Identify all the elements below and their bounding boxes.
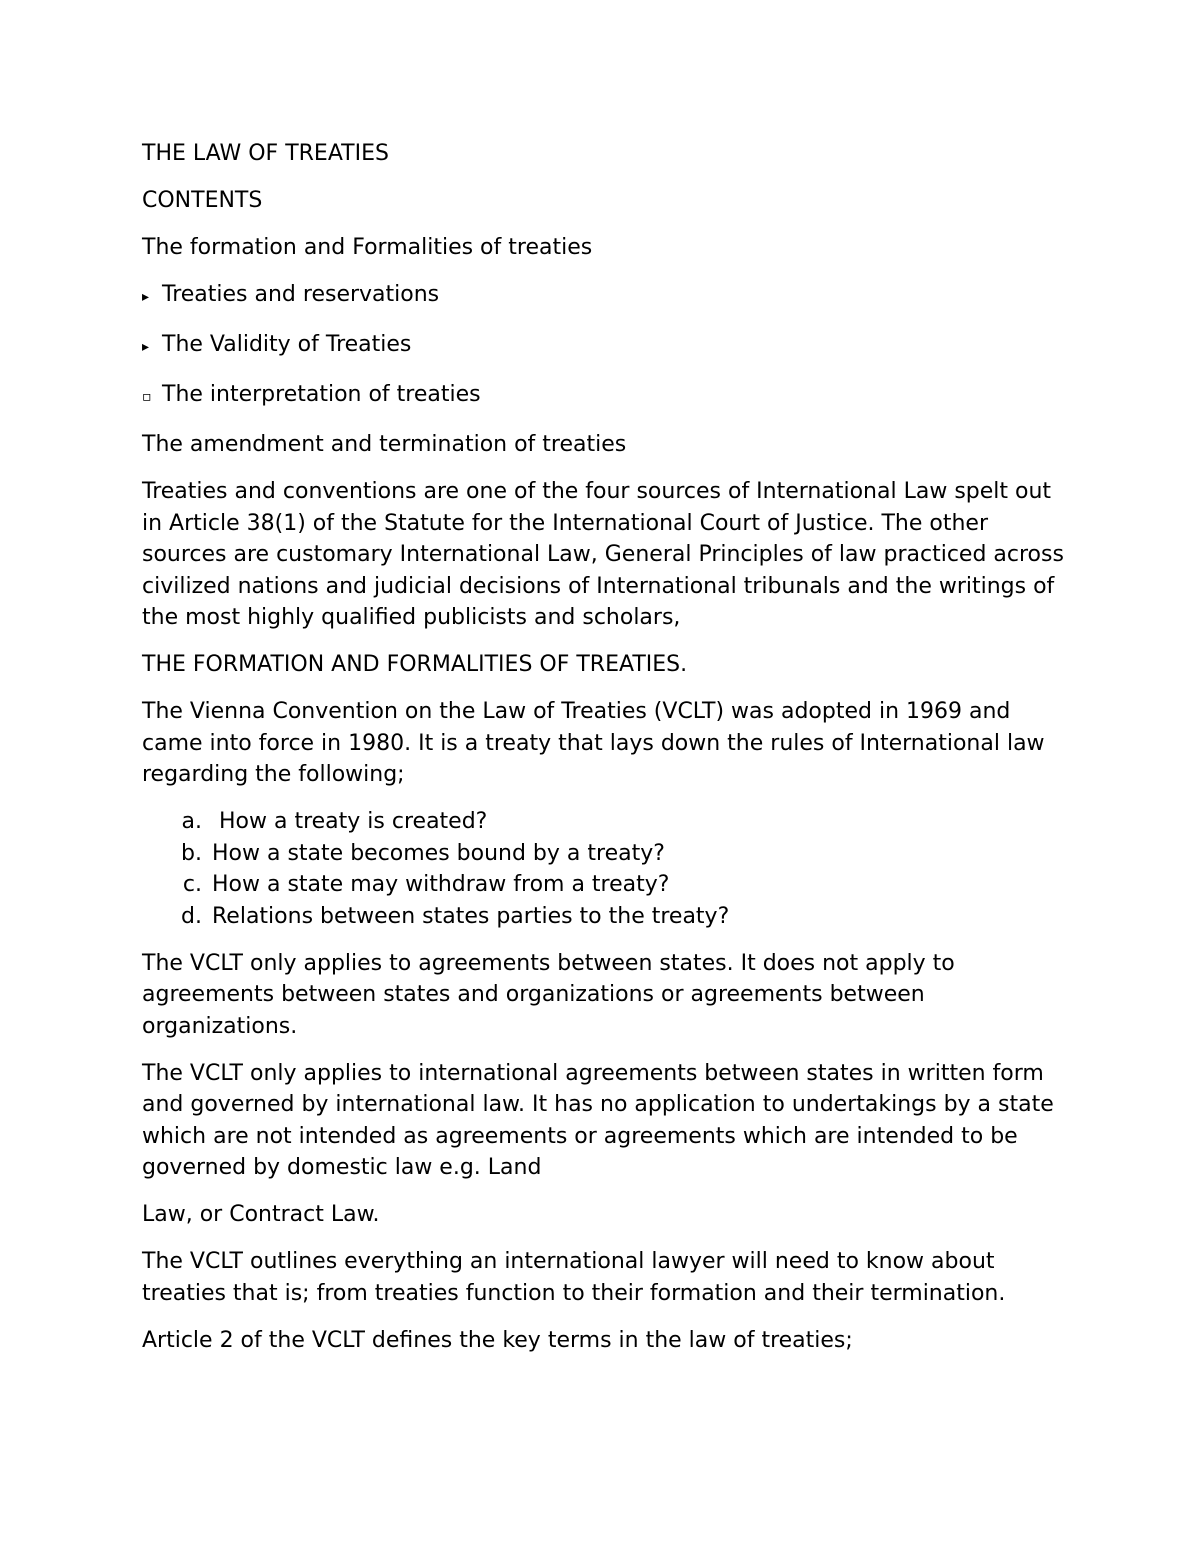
contents-bullet-item xyxy=(142,329,1072,364)
vclt-paragraph: The Vienna Convention on the Law of Treaties (VCLT) was adopted in 1969 and came into force in 1980. It is a treaty that lays down the rules of International law regarding the following; xyxy=(142,699,1045,787)
contents-heading: CONTENTS xyxy=(142,188,263,213)
outlines-paragraph: The VCLT outlines everything an international lawyer will need to know about treaties that is; from treaties function to their formation and their termination. xyxy=(142,1249,1006,1306)
contents-bullet-text: The Validity of Treaties xyxy=(162,332,412,357)
section-heading: THE FORMATION AND FORMALITIES OF TREATIES. xyxy=(142,652,688,677)
list-item-text: Relations between states parties to the treaty? xyxy=(212,903,730,929)
list-marker: b. xyxy=(181,840,202,866)
contents-item-formation: The formation and Formalities of treaties xyxy=(142,235,593,260)
triangle-bullet-icon: ▸ xyxy=(142,289,150,305)
list-marker: a. xyxy=(181,809,202,834)
intro-paragraph: Treaties and conventions are one of the four sources of International Law spelt out in Article 38(1) of the Statute for the International Court of Justice. The other sources are customary International Law, General Principles of law practiced across civilized nations and judicial decisions of International tribunals and the writings of the most highly qualified publicists and scholars, xyxy=(142,479,1064,630)
list-item-text: How a treaty is created? xyxy=(219,809,488,834)
list-item xyxy=(142,838,1072,870)
triangle-bullet-icon: ▸ xyxy=(142,339,150,355)
list-item xyxy=(142,869,1072,901)
law-contract-paragraph: Law, or Contract Law. xyxy=(142,1202,380,1227)
list-item xyxy=(142,806,1072,838)
square-bullet-icon: ▫ xyxy=(142,389,152,405)
list-item-text: How a state may withdraw from a treaty? xyxy=(212,872,670,897)
document-title: THE LAW OF TREATIES xyxy=(142,141,389,166)
vclt-question-list xyxy=(142,806,1072,932)
document-page xyxy=(142,138,1072,1372)
list-marker: c. xyxy=(182,872,202,897)
article2-paragraph: Article 2 of the VCLT defines the key terms in the law of treaties; xyxy=(142,1327,853,1353)
list-item xyxy=(142,901,1072,933)
contents-bullet-item xyxy=(142,379,1072,414)
list-marker: d. xyxy=(181,903,202,929)
contents-bullet-text: The interpretation of treaties xyxy=(162,382,481,407)
contents-bullet-text: Treaties and reservations xyxy=(162,282,440,307)
international-paragraph: The VCLT only applies to international agreements between states in written form and governed by international law. It has no application to undertakings by a state which are not intended as agreements or agreements which are intended to be governed by domestic law e.g. Land xyxy=(142,1060,1054,1180)
states-paragraph: The VCLT only applies to agreements between states. It does not apply to agreements between states and organizations or agreements between organizations. xyxy=(142,950,955,1039)
list-item-text: How a state becomes bound by a treaty? xyxy=(212,840,665,866)
contents-bullet-item xyxy=(142,279,1072,314)
contents-item-amendment: The amendment and termination of treaties xyxy=(142,432,627,457)
